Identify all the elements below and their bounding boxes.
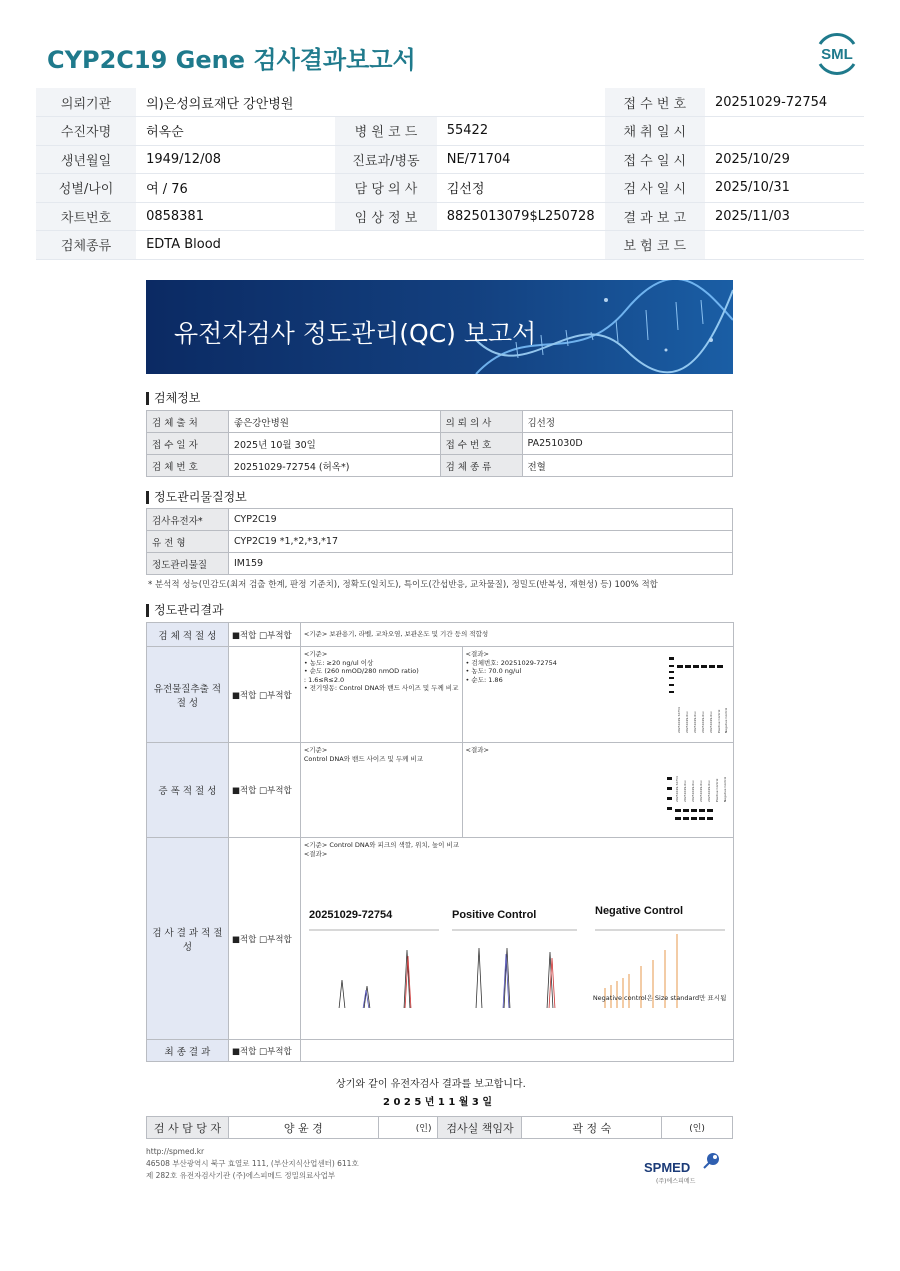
footer-license: 제 282호 유전자검사기관 (주)에스피메드 정밀의료사업부: [146, 1171, 336, 1180]
label-receipt-number: 접 수 번 호: [440, 433, 522, 455]
value-qc-material: IM159: [228, 553, 732, 575]
plot-title-negative: Negative Control: [594, 905, 683, 917]
value-referring-doctor: 김선정: [522, 411, 733, 433]
value-receipt-number: PA251030D: [522, 433, 733, 455]
extraction-result: <결과> • 검체번호: 20251029-72754 • 농도: 70.0 ng/ul • 순도: 1.86: [465, 650, 557, 684]
label-specimen-number: 검 체 번 호: [147, 455, 229, 477]
footer-address: 46508 부산광역시 북구 효열로 111, (부산지식산업센터) 611호: [146, 1159, 359, 1168]
footer-url: http://spmed.kr: [146, 1147, 205, 1156]
label-collection-date: 채 취 일 시: [605, 117, 705, 146]
label-report-date: 결 과 보 고: [605, 202, 705, 231]
fail-checkbox: □부적합: [259, 690, 292, 701]
amplification-result: <결과>: [465, 746, 489, 754]
value-sex-age: 여 / 76: [136, 174, 335, 203]
gel-lane-label: 20251029-0xx: [709, 711, 713, 733]
final-result-empty: [300, 1040, 733, 1062]
plot-title-positive: Positive Control: [451, 909, 537, 921]
gel-lane-label: Negative Control: [723, 776, 727, 802]
label-department: 진료과/병동: [335, 145, 436, 174]
value-clinical-info: 8825013079$L250728: [437, 202, 605, 231]
label-hospital-code: 병 원 코 드: [335, 117, 436, 146]
qc-material-heading: 정도관리물질정보: [146, 491, 247, 504]
final-result-check: [228, 1040, 300, 1062]
value-specimen-source: 좋은강안병원: [228, 411, 440, 433]
extraction-gel-image: [667, 651, 729, 737]
amplification-gel-image: [665, 747, 729, 833]
extraction-result-cell: [462, 647, 733, 743]
value-institution: 의)은성의료재단 강안병원: [136, 88, 605, 117]
label-birthdate: 생년월일: [36, 145, 136, 174]
pass-checkbox: ■적합: [231, 690, 257, 701]
value-hospital-code: 55422: [437, 117, 605, 146]
gel-lane-label: Positive Control: [717, 709, 721, 733]
spmed-logo: SPMED: [644, 1160, 691, 1175]
amplification-adequacy-check: [228, 743, 300, 838]
pass-checkbox: ■적합: [231, 630, 257, 641]
analytic-performance-note: * 분석적 성능(민감도(최저 검출 한계, 판정 기준치), 정확도(일치도), 특이도(간섭반응, 교차물질), 정밀도(반복성, 재현성) 등) 100% 적합: [148, 580, 658, 590]
fail-checkbox: □부적합: [259, 934, 292, 945]
label-result-adequacy: 검 사 결 과 적 절 성: [147, 838, 229, 1040]
qc-banner: [146, 280, 733, 374]
specimen-criteria: <기준> 보관용기, 라벨, 교차오염, 보관온도 및 기간 등의 적합성: [300, 623, 733, 647]
analysis-criteria: <기준> Control DNA와 피크의 색깔, 위치, 높이 비교 <결과>: [303, 841, 460, 858]
spmed-logo-icon: [700, 1146, 726, 1172]
electropherogram-plots: [307, 898, 732, 1008]
gel-lane-label: 20251029-0xx: [699, 780, 703, 802]
gel-lane-label: 20251029-0xx: [707, 780, 711, 802]
label-patient-name: 수진자명: [36, 117, 136, 146]
amplification-result-cell: [462, 743, 733, 838]
conclusion-text: 상기와 같이 유전자검사 결과를 보고합니다.: [336, 1079, 526, 1090]
banner-title: 유전자검사 정도관리(QC) 보고서: [174, 319, 537, 348]
chief-seal: (인): [662, 1117, 733, 1139]
chief-name: 곽 정 숙: [522, 1117, 662, 1139]
extraction-criteria: <기준> • 농도: ≥20 ng/ul 이상 • 순도 (260 nmOD/280 nmOD ratio) : 1.6≤R≤2.0 • 전기영동: Control DNA와 밴드 사이즈 및 두께 비교: [300, 647, 462, 743]
value-receipt-date: 2025/10/29: [705, 145, 864, 174]
label-receipt-day: 접 수 일 자: [147, 433, 229, 455]
gel-lane-label: 20251029-0xx: [691, 780, 695, 802]
sml-logo-icon: [812, 30, 862, 76]
specimen-info-table: [146, 410, 733, 477]
label-specimen-type: 검체종류: [36, 231, 136, 260]
pass-checkbox: ■적합: [231, 786, 257, 796]
gel-lane-label: 20251029-0xx: [685, 711, 689, 733]
fail-checkbox: □부적합: [259, 1046, 292, 1057]
label-amplification-adequacy: 증 폭 적 절 성: [147, 743, 229, 838]
value-report-date: 2025/11/03: [705, 202, 864, 231]
label-tester: 검 사 담 당 자: [147, 1117, 229, 1139]
label-insurance-code: 보 험 코 드: [605, 231, 705, 260]
gel-lane-label: 20251029-0xx: [683, 780, 687, 802]
patient-header-table: [36, 88, 864, 260]
qc-material-table: [146, 508, 733, 575]
gel-lane-label: Positive Control: [715, 778, 719, 802]
value-receipt-no: 20251029-72754: [705, 88, 864, 117]
value-specimen-kind: 전혈: [522, 455, 733, 477]
label-institution: 의뢰기관: [36, 88, 136, 117]
qc-result-heading: 정도관리결과: [146, 604, 224, 617]
gel-lane-label: 20251029-72754: [675, 776, 679, 802]
value-test-gene: CYP2C19: [228, 509, 732, 531]
label-referring-doctor: 의 뢰 의 사: [440, 411, 522, 433]
signature-table: [146, 1116, 733, 1139]
value-collection-date: [705, 117, 864, 146]
value-patient-name: 허옥순: [136, 117, 335, 146]
label-genotype: 유 전 형: [147, 531, 229, 553]
negative-control-note: Negative control은 Size standard만 표시됨: [592, 994, 727, 1002]
label-physician: 담 당 의 사: [335, 174, 436, 203]
value-physician: 김선정: [437, 174, 605, 203]
value-genotype: CYP2C19 *1,*2,*3,*17: [228, 531, 732, 553]
gel-lane-label: 20251029-0xx: [693, 711, 697, 733]
plot-positive: [452, 930, 577, 1008]
label-specimen-kind: 검 체 종 류: [440, 455, 522, 477]
label-chart-no: 차트번호: [36, 202, 136, 231]
value-insurance-code: [705, 231, 864, 260]
label-chief: 검사실 책임자: [438, 1117, 522, 1139]
value-department: NE/71704: [437, 145, 605, 174]
gel-lane-label: Negative Control: [724, 707, 728, 733]
plot-title-sample: 20251029-72754: [308, 909, 393, 921]
tester-name: 양 윤 경: [228, 1117, 378, 1139]
label-final-result: 최 종 결 과: [147, 1040, 229, 1062]
label-specimen-source: 검 체 출 처: [147, 411, 229, 433]
analysis-result-cell: [300, 838, 733, 1040]
specimen-adequacy-check: [228, 623, 300, 647]
label-clinical-info: 임 상 정 보: [335, 202, 436, 231]
plot-sample: [309, 930, 439, 1008]
amplification-criteria: <기준> Control DNA와 밴드 사이즈 및 두께 비교: [300, 743, 462, 838]
label-test-gene: 검사유전자*: [147, 509, 229, 531]
pass-checkbox: ■적합: [231, 934, 257, 945]
qc-result-table: [146, 622, 734, 1062]
label-specimen-adequacy: 검 체 적 절 성: [147, 623, 229, 647]
value-birthdate: 1949/12/08: [136, 145, 335, 174]
spmed-logo-sub: (주)에스피메드: [656, 1178, 696, 1185]
report-title: CYP2C19 Gene 검사결과보고서: [47, 46, 416, 74]
pass-checkbox: ■적합: [231, 1046, 257, 1057]
sml-logo-text: SML: [821, 46, 853, 63]
gel-lane-label: 20251029-72754: [677, 707, 681, 733]
value-specimen-number: 20251029-72754 (허옥*): [228, 455, 440, 477]
value-specimen-type: EDTA Blood: [136, 231, 605, 260]
specimen-info-heading: 검체정보: [146, 392, 200, 405]
extraction-adequacy-check: [228, 647, 300, 743]
fail-checkbox: □부적합: [259, 786, 292, 796]
label-sex-age: 성별/나이: [36, 174, 136, 203]
value-chart-no: 0858381: [136, 202, 335, 231]
label-receipt-date: 접 수 일 시: [605, 145, 705, 174]
report-date-text: 2 0 2 5 년 1 1 월 3 일: [383, 1097, 493, 1108]
result-adequacy-check: [228, 838, 300, 1040]
label-qc-material: 정도관리물질: [147, 553, 229, 575]
fail-checkbox: □부적합: [259, 630, 292, 641]
tester-seal: (인): [378, 1117, 438, 1139]
value-test-date: 2025/10/31: [705, 174, 864, 203]
gel-lane-label: 20251029-0xx: [701, 711, 705, 733]
value-receipt-day: 2025년 10월 30일: [228, 433, 440, 455]
label-receipt-no: 접 수 번 호: [605, 88, 705, 117]
label-test-date: 검 사 일 시: [605, 174, 705, 203]
label-extraction-adequacy: 유전물질추출 적 절 성: [147, 647, 229, 743]
